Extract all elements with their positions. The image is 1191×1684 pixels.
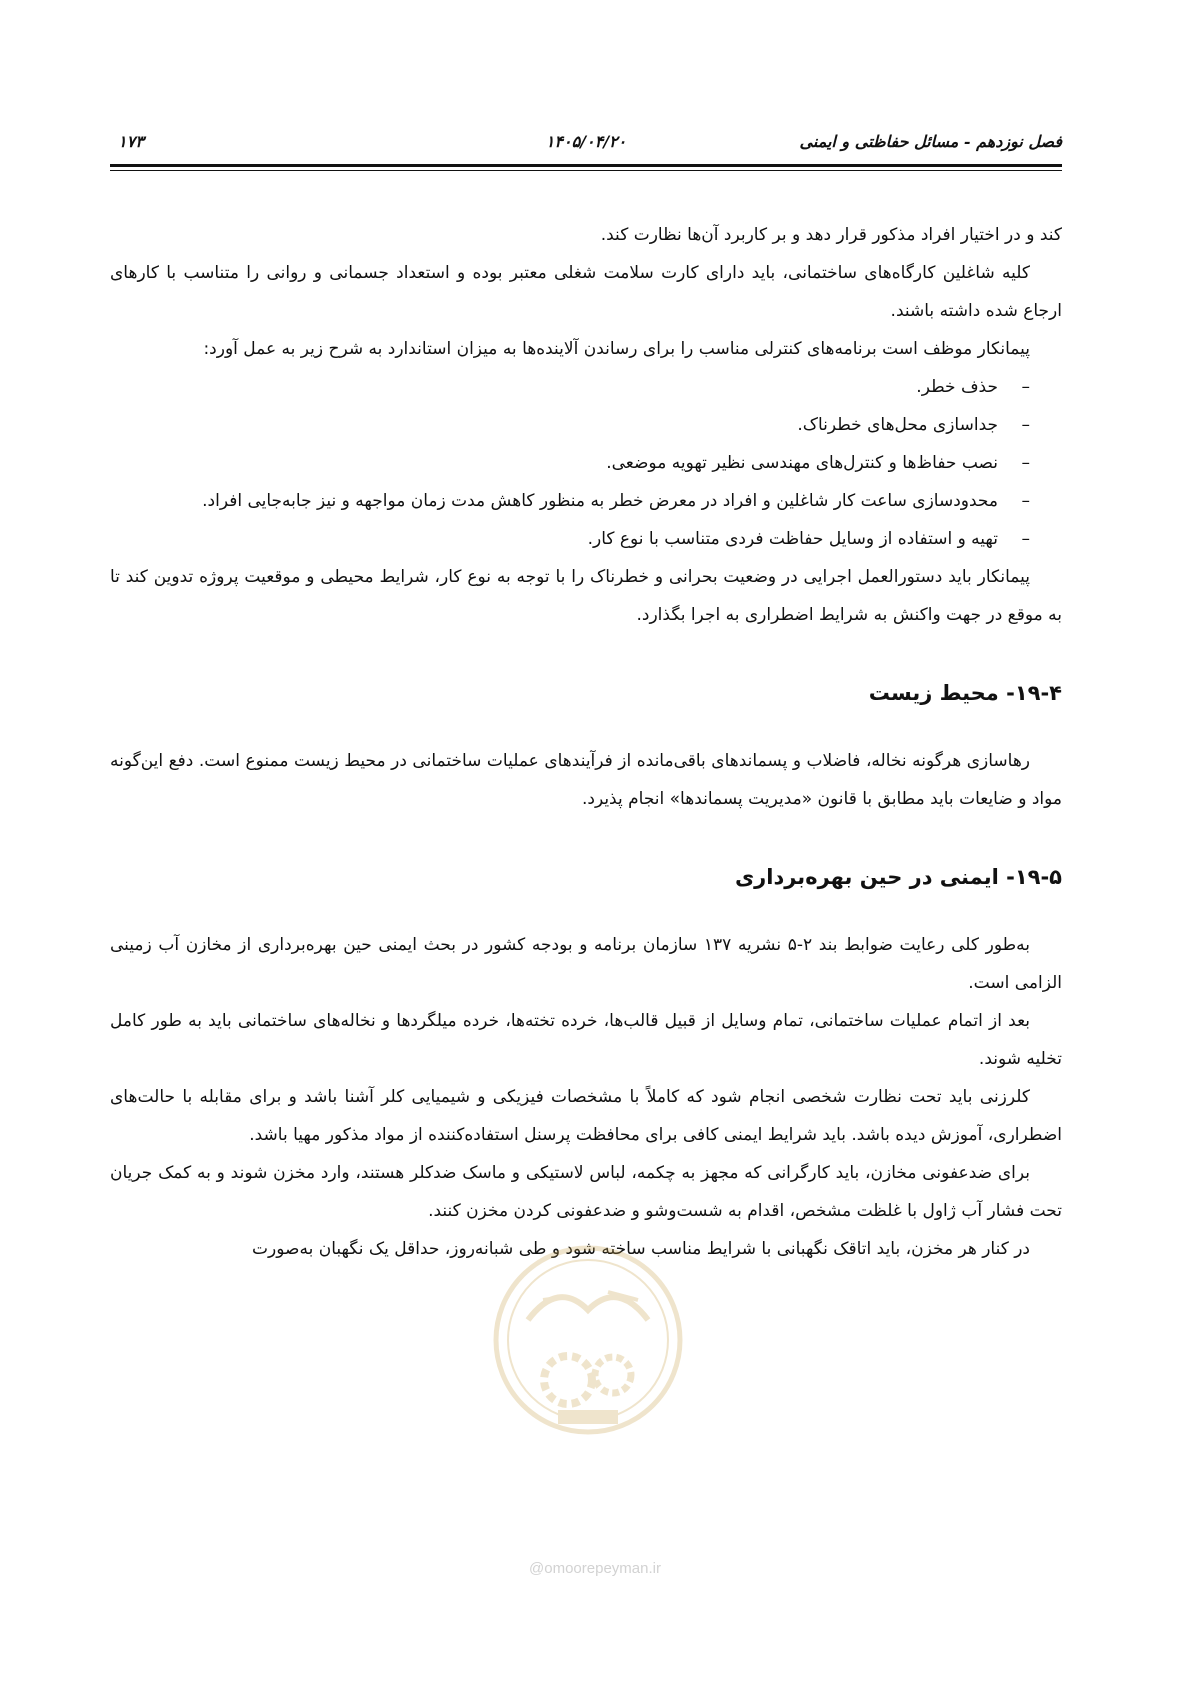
header-rule-thin xyxy=(110,170,1062,171)
bullet-dash: – xyxy=(1021,453,1030,473)
paragraph-publication-137: به‌طور کلی رعایت ضوابط بند ۲-۵ نشریه ۱۳۷ سازمان برنامه و بودجه کشور در بحث ایمنی حین بهره‌برداری از مخازن آب زمینی الزامی است. xyxy=(110,935,1062,993)
chapter-title: فصل نوزدهم - مسائل حفاظتی و ایمنی xyxy=(799,132,1062,151)
paragraph-evacuation: بعد از اتمام عملیات ساختمانی، تمام وسایل از قبیل قالب‌ها، خرده تخته‌ها، خرده میلگردها و نخاله‌های ساختمانی باید به طور کامل تخلیه شوند. xyxy=(110,1011,1062,1069)
bullet-dash: – xyxy=(1021,377,1030,397)
list-item: – جداسازی محل‌های خطرناک. xyxy=(110,406,1030,444)
bullet-dash: – xyxy=(1021,491,1030,511)
bullet-dash: – xyxy=(1021,529,1030,549)
paragraph-chlorination: کلرزنی باید تحت نظارت شخصی انجام شود که کاملاً با مشخصات فیزیکی و شیمیایی کلر آشنا باشد و برای مقابله با حالت‌های اضطراری، آموزش دیده باشد. باید شرایط ایمنی کافی برای محافظت پرسنل استفاده‌کننده از مواد مذکور مهیا باشد. xyxy=(110,1087,1062,1145)
page-number: ۱۷۳ xyxy=(118,132,144,151)
header-rule-thick xyxy=(110,164,1062,167)
paragraph-environment: رهاسازی هرگونه نخاله، فاضلاب و پسماندهای باقی‌مانده از فرآیندهای عملیات ساختمانی در محیط زیست ممنوع است. دفع این‌گونه مواد و ضایعات باید مطابق با قانون «مدیریت پسماندها» انجام پذیرد. xyxy=(110,751,1062,809)
page-header xyxy=(110,128,1062,158)
paragraph-health-card: کلیه شاغلین کارگاه‌های ساختمانی، باید دارای کارت سلامت شغلی معتبر بوده و استعداد جسمانی و روانی را متناسب با کارهای ارجاع شده داشته باشند. xyxy=(110,263,1062,321)
paragraph-continuation: کند و در اختیار افراد مذکور قرار دهد و بر کاربرد آن‌ها نظارت کند. xyxy=(600,225,1062,245)
paragraph-disinfection: برای ضدعفونی مخازن، باید کارگرانی که مجهز به چکمه، لباس لاستیکی و ماسک ضدکلر هستند، وارد مخزن شوند و به کمک جریان تحت فشار آب ژاول با غلظت مشخص، اقدام به شست‌وشو و ضدعفونی کردن مخزن کنند. xyxy=(110,1163,1062,1221)
section-heading-operation-safety: ۱۹-۵- ایمنی در حین بهره‌برداری xyxy=(734,865,1062,889)
paragraph-emergency-procedure: پیمانکار باید دستورالعمل اجرایی در وضعیت بحرانی و خطرناک را با توجه به نوع کار، شرایط محیطی و موقعیت پروژه تدوین کند تا به موقع در جهت واکنش به شرایط اضطراری به اجرا بگذارد. xyxy=(110,567,1062,625)
page-content xyxy=(110,216,1062,1268)
watermark-site: @omoorepeyman.ir xyxy=(529,1560,661,1577)
header-date: ۱۴۰۵/۰۴/۲۰ xyxy=(545,132,627,151)
paragraph-control-programs: پیمانکار موظف است برنامه‌های کنترلی مناسب را برای رساندن آلاینده‌ها به میزان استاندارد به شرح زیر به عمل آورد: xyxy=(203,339,1030,359)
bullet-dash: – xyxy=(1021,415,1030,435)
list-item: – نصب حفاظ‌ها و کنترل‌های مهندسی نظیر تهویه موضعی. xyxy=(110,444,1030,482)
section-heading-environment: ۱۹-۴- محیط زیست xyxy=(868,681,1062,705)
list-item: – محدودسازی ساعت کار شاغلین و افراد در معرض خطر به منظور کاهش مدت زمان مواجهه و نیز جابه‌جایی افراد. xyxy=(110,482,1030,520)
control-measures-list xyxy=(110,368,1062,558)
list-item: – حذف خطر. xyxy=(110,368,1030,406)
list-item: – تهیه و استفاده از وسایل حفاظت فردی متناسب با نوع کار. xyxy=(110,520,1030,558)
paragraph-guard-room: در کنار هر مخزن، باید اتاقک نگهبانی با شرایط مناسب ساخته شود و طی شبانه‌روز، حداقل یک نگهبان به‌صورت xyxy=(252,1239,1030,1259)
watermark-logo xyxy=(488,1240,688,1490)
